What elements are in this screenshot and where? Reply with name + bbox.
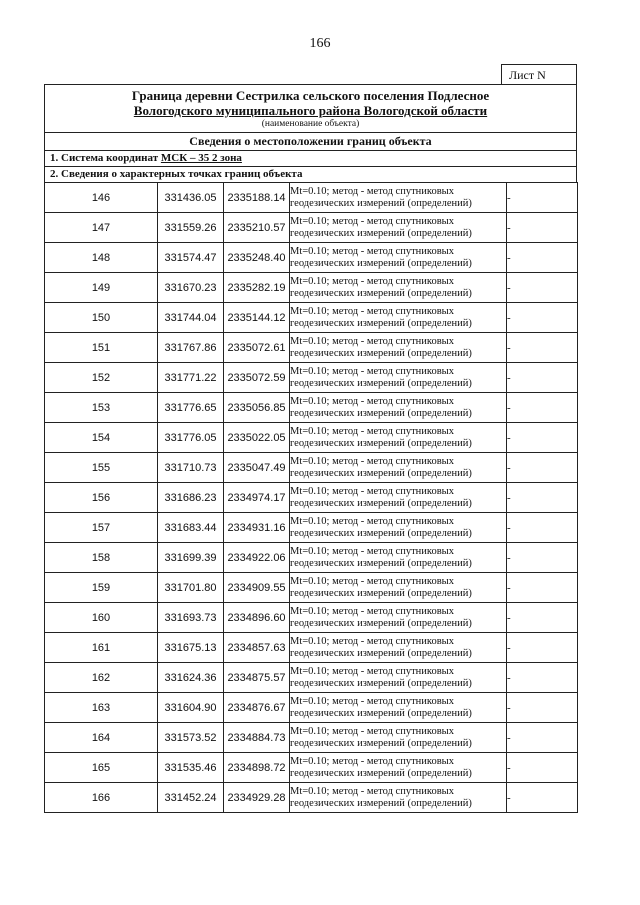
method-line-2: геодезических измерений (определений) <box>290 227 472 239</box>
note-cell: - <box>507 243 578 273</box>
table-row <box>45 273 578 303</box>
method-line-2: геодезических измерений (определений) <box>290 377 472 389</box>
note-cell: - <box>507 513 578 543</box>
method-line-2: геодезических измерений (определений) <box>290 587 472 599</box>
section-heading: Сведения о местоположении границ объекта <box>45 133 576 151</box>
table-row <box>45 243 578 273</box>
point-number: 156 <box>45 483 158 513</box>
table-row <box>45 513 578 543</box>
table-row <box>45 723 578 753</box>
point-number: 166 <box>45 783 158 813</box>
method-line-2: геодезических измерений (определений) <box>290 677 472 689</box>
method-line-1: Mt=0.10; метод - метод спутниковых <box>290 215 454 227</box>
coordinate-y: 2334898.72 <box>224 753 290 783</box>
title-line-1: Граница деревни Сестрилка сельского поселения Подлесное <box>131 88 490 103</box>
note-cell: - <box>507 363 578 393</box>
method-description <box>290 543 507 573</box>
coordinate-y: 2335072.59 <box>224 363 290 393</box>
coordinate-x: 331701.80 <box>158 573 224 603</box>
note-cell: - <box>507 543 578 573</box>
method-description <box>290 393 507 423</box>
method-description <box>290 453 507 483</box>
note-cell: - <box>507 693 578 723</box>
table-row <box>45 423 578 453</box>
method-description <box>290 243 507 273</box>
point-number: 148 <box>45 243 158 273</box>
point-number: 160 <box>45 603 158 633</box>
note-cell: - <box>507 603 578 633</box>
method-line-1: Mt=0.10; метод - метод спутниковых <box>290 455 454 467</box>
method-line-1: Mt=0.10; метод - метод спутниковых <box>290 755 454 767</box>
coordinate-y: 2334876.67 <box>224 693 290 723</box>
note-cell: - <box>507 723 578 753</box>
table-row <box>45 663 578 693</box>
note-cell: - <box>507 183 578 213</box>
coordinate-x: 331683.44 <box>158 513 224 543</box>
table-row <box>45 573 578 603</box>
method-line-1: Mt=0.10; метод - метод спутниковых <box>290 575 454 587</box>
method-line-2: геодезических измерений (определений) <box>290 797 472 809</box>
table-row <box>45 483 578 513</box>
table-row <box>45 603 578 633</box>
method-line-2: геодезических измерений (определений) <box>290 647 472 659</box>
note-cell: - <box>507 333 578 363</box>
coordinate-y: 2334922.06 <box>224 543 290 573</box>
note-cell: - <box>507 753 578 783</box>
method-line-1: Mt=0.10; метод - метод спутниковых <box>290 425 454 437</box>
method-line-2: геодезических измерений (определений) <box>290 707 472 719</box>
method-description <box>290 303 507 333</box>
coordinate-x: 331604.90 <box>158 693 224 723</box>
coordinate-y: 2334909.55 <box>224 573 290 603</box>
method-line-2: геодезических измерений (определений) <box>290 317 472 329</box>
coordinate-x: 331771.22 <box>158 363 224 393</box>
coordinate-system-row <box>45 151 576 167</box>
note-cell: - <box>507 453 578 483</box>
table-row <box>45 213 578 243</box>
method-line-2: геодезических измерений (определений) <box>290 287 472 299</box>
table-row <box>45 333 578 363</box>
point-number: 147 <box>45 213 158 243</box>
note-cell: - <box>507 273 578 303</box>
coordinate-y: 2335282.19 <box>224 273 290 303</box>
method-line-1: Mt=0.10; метод - метод спутниковых <box>290 515 454 527</box>
note-cell: - <box>507 393 578 423</box>
method-line-2: геодезических измерений (определений) <box>290 467 472 479</box>
method-line-1: Mt=0.10; метод - метод спутниковых <box>290 305 454 317</box>
coordinate-x: 331670.23 <box>158 273 224 303</box>
method-description <box>290 783 507 813</box>
coordinate-x: 331559.26 <box>158 213 224 243</box>
method-line-2: геодезических измерений (определений) <box>290 257 472 269</box>
method-line-2: геодезических измерений (определений) <box>290 497 472 509</box>
coordinate-x: 331624.36 <box>158 663 224 693</box>
table-row <box>45 363 578 393</box>
point-number: 150 <box>45 303 158 333</box>
method-line-2: геодезических измерений (определений) <box>290 527 472 539</box>
method-description <box>290 363 507 393</box>
coordinate-y: 2335210.57 <box>224 213 290 243</box>
method-line-1: Mt=0.10; метод - метод спутниковых <box>290 665 454 677</box>
title-block <box>45 85 576 133</box>
table-row <box>45 693 578 723</box>
coordinate-y: 2335072.61 <box>224 333 290 363</box>
method-line-1: Mt=0.10; метод - метод спутниковых <box>290 695 454 707</box>
points-table-body <box>45 183 578 813</box>
table-row <box>45 543 578 573</box>
method-line-2: геодезических измерений (определений) <box>290 347 472 359</box>
coordinate-x: 331535.46 <box>158 753 224 783</box>
method-line-1: Mt=0.10; метод - метод спутниковых <box>290 185 454 197</box>
method-line-2: геодезических измерений (определений) <box>290 437 472 449</box>
note-cell: - <box>507 573 578 603</box>
document-header <box>44 84 577 182</box>
coordinate-y: 2334884.73 <box>224 723 290 753</box>
coordinate-y: 2335248.40 <box>224 243 290 273</box>
point-number: 159 <box>45 573 158 603</box>
method-description <box>290 753 507 783</box>
method-line-1: Mt=0.10; метод - метод спутниковых <box>290 725 454 737</box>
table-row <box>45 303 578 333</box>
method-line-1: Mt=0.10; метод - метод спутниковых <box>290 485 454 497</box>
sheet-label: Лист N <box>501 64 577 84</box>
method-description <box>290 573 507 603</box>
coordinate-x: 331776.05 <box>158 423 224 453</box>
coordinate-x: 331699.39 <box>158 543 224 573</box>
table-row <box>45 783 578 813</box>
coordinate-y: 2334857.63 <box>224 633 290 663</box>
method-description <box>290 603 507 633</box>
coordinate-system-prefix: 1. Система координат <box>50 152 161 164</box>
method-line-2: геодезических измерений (определений) <box>290 617 472 629</box>
coordinate-y: 2334896.60 <box>224 603 290 633</box>
point-number: 151 <box>45 333 158 363</box>
coordinate-x: 331710.73 <box>158 453 224 483</box>
method-description <box>290 273 507 303</box>
note-cell: - <box>507 483 578 513</box>
method-description <box>290 633 507 663</box>
coordinate-x: 331776.65 <box>158 393 224 423</box>
method-line-1: Mt=0.10; метод - метод спутниковых <box>290 395 454 407</box>
method-line-1: Mt=0.10; метод - метод спутниковых <box>290 545 454 557</box>
method-line-1: Mt=0.10; метод - метод спутниковых <box>290 785 454 797</box>
coordinate-x: 331573.52 <box>158 723 224 753</box>
method-description <box>290 483 507 513</box>
coordinate-x: 331436.05 <box>158 183 224 213</box>
method-description <box>290 213 507 243</box>
point-number: 158 <box>45 543 158 573</box>
method-line-1: Mt=0.10; метод - метод спутниковых <box>290 635 454 647</box>
point-number: 153 <box>45 393 158 423</box>
coordinate-x: 331686.23 <box>158 483 224 513</box>
table-row <box>45 453 578 483</box>
method-description <box>290 423 507 453</box>
coordinate-y: 2335056.85 <box>224 393 290 423</box>
coordinate-x: 331767.86 <box>158 333 224 363</box>
note-cell: - <box>507 213 578 243</box>
point-number: 157 <box>45 513 158 543</box>
coordinate-y: 2335188.14 <box>224 183 290 213</box>
point-number: 155 <box>45 453 158 483</box>
method-line-1: Mt=0.10; метод - метод спутниковых <box>290 245 454 257</box>
method-line-2: геодезических измерений (определений) <box>290 737 472 749</box>
method-line-1: Mt=0.10; метод - метод спутниковых <box>290 605 454 617</box>
method-description <box>290 513 507 543</box>
coordinate-x: 331574.47 <box>158 243 224 273</box>
coordinate-x: 331452.24 <box>158 783 224 813</box>
coordinate-x: 331675.13 <box>158 633 224 663</box>
coordinate-system-value: МСК – 35 2 зона <box>160 152 242 164</box>
table-row <box>45 183 578 213</box>
note-cell: - <box>507 633 578 663</box>
note-cell: - <box>507 303 578 333</box>
point-number: 164 <box>45 723 158 753</box>
note-cell: - <box>507 423 578 453</box>
point-number: 165 <box>45 753 158 783</box>
method-description <box>290 663 507 693</box>
coordinate-y: 2334929.28 <box>224 783 290 813</box>
table-row <box>45 753 578 783</box>
point-number: 163 <box>45 693 158 723</box>
point-number: 152 <box>45 363 158 393</box>
point-number: 146 <box>45 183 158 213</box>
coordinate-y: 2334875.57 <box>224 663 290 693</box>
method-description <box>290 723 507 753</box>
points-heading: 2. Сведения о характерных точках границ объекта <box>50 168 303 180</box>
method-description <box>290 183 507 213</box>
method-line-2: геодезических измерений (определений) <box>290 557 472 569</box>
title-line-2: Вологодского муниципального района Вологодской области <box>133 103 488 118</box>
coordinate-y: 2334931.16 <box>224 513 290 543</box>
point-number: 161 <box>45 633 158 663</box>
coordinate-y: 2335047.49 <box>224 453 290 483</box>
page-number: 166 <box>309 36 331 51</box>
point-number: 154 <box>45 423 158 453</box>
coordinate-x: 331693.73 <box>158 603 224 633</box>
table-row <box>45 633 578 663</box>
point-number: 162 <box>45 663 158 693</box>
coordinate-x: 331744.04 <box>158 303 224 333</box>
method-description <box>290 693 507 723</box>
method-description <box>290 333 507 363</box>
method-line-2: геодезических измерений (определений) <box>290 197 472 209</box>
method-line-2: геодезических измерений (определений) <box>290 407 472 419</box>
coordinate-y: 2334974.17 <box>224 483 290 513</box>
coordinate-y: 2335144.12 <box>224 303 290 333</box>
title-caption: (наименование объекта) <box>261 119 360 129</box>
coordinate-y: 2335022.05 <box>224 423 290 453</box>
method-line-1: Mt=0.10; метод - метод спутниковых <box>290 275 454 287</box>
point-number: 149 <box>45 273 158 303</box>
method-line-1: Mt=0.10; метод - метод спутниковых <box>290 365 454 377</box>
method-line-1: Mt=0.10; метод - метод спутниковых <box>290 335 454 347</box>
note-cell: - <box>507 663 578 693</box>
table-row <box>45 393 578 423</box>
method-line-2: геодезических измерений (определений) <box>290 767 472 779</box>
points-table <box>44 182 578 813</box>
note-cell: - <box>507 783 578 813</box>
